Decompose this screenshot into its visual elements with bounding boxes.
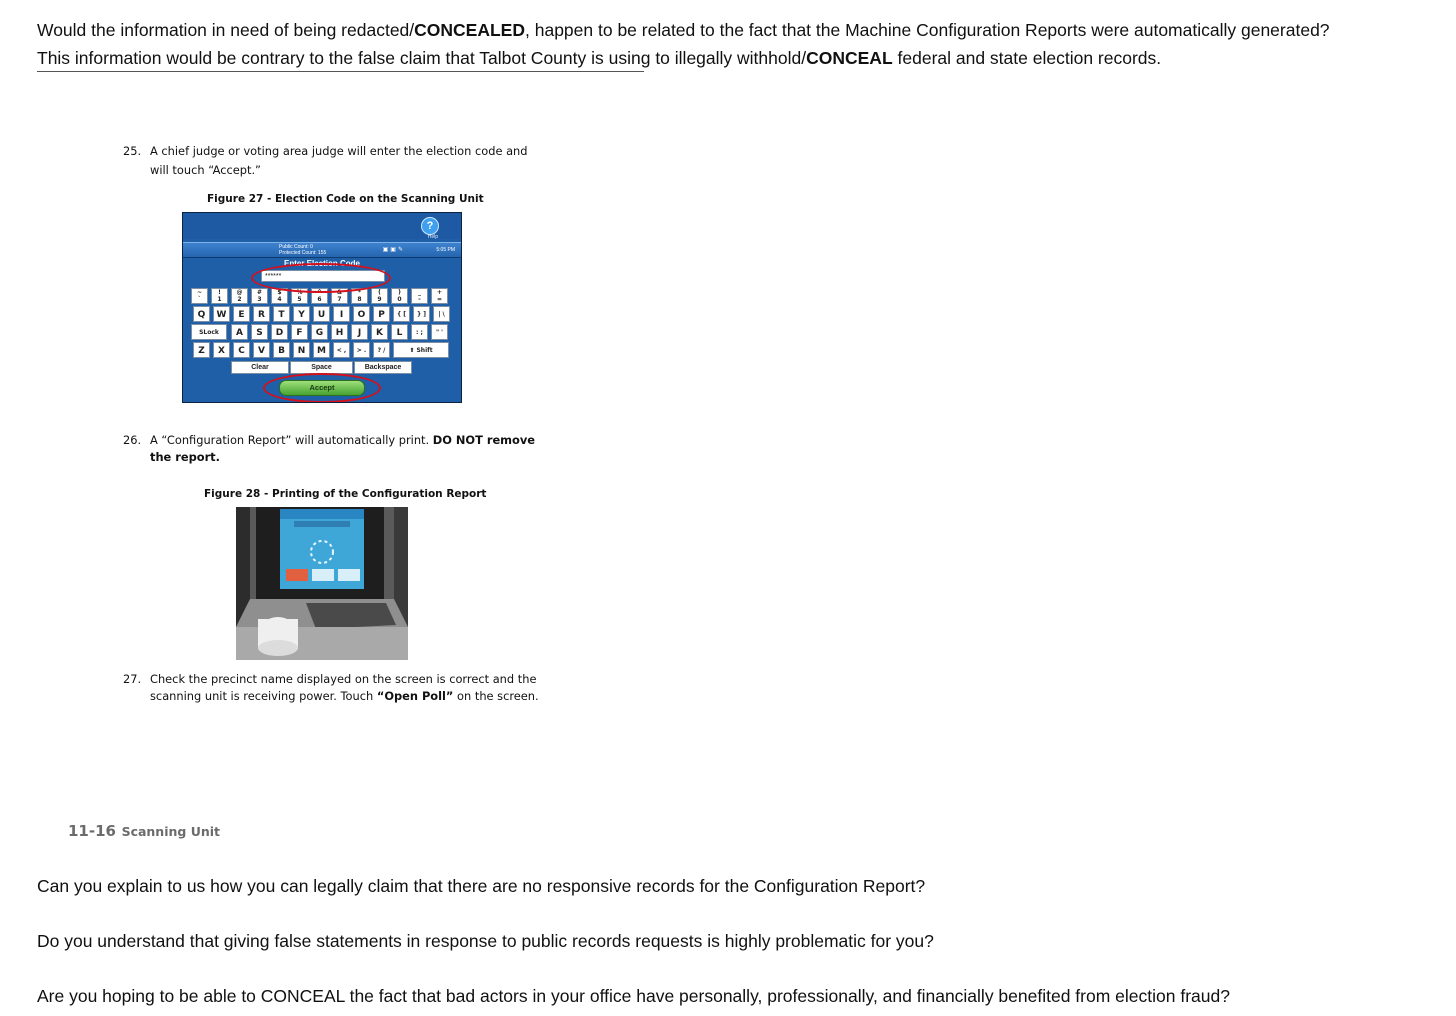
- key: " ': [431, 324, 448, 340]
- key: F: [291, 324, 308, 340]
- concealed-bold: CONCEALED: [414, 20, 525, 40]
- count-readout: Public Count: 0 Protected Count: 155: [279, 244, 327, 256]
- slock-key: SLock: [191, 324, 227, 340]
- key: I: [333, 306, 350, 322]
- enter-code-title: Enter Election Code: [283, 259, 360, 268]
- key: < ,: [333, 342, 350, 358]
- configuration-report-photo: [236, 507, 408, 660]
- key: | \: [433, 306, 450, 322]
- section-name: Scanning Unit: [121, 824, 220, 839]
- key: Y: [293, 306, 310, 322]
- key: R: [253, 306, 270, 322]
- key: * 8: [351, 288, 368, 304]
- question-2: Do you understand that giving false statements in response to public records requests is highly problematic for you?: [37, 931, 934, 951]
- intro-line-1: Would the information in need of being redacted/CONCEALED, happen to be related to the fact that the Machine Configuration Reports were automatically generated?: [37, 20, 1330, 40]
- key: ~ `: [191, 288, 208, 304]
- key: N: [293, 342, 310, 358]
- key: L: [391, 324, 408, 340]
- intro-paragraph: [37, 16, 1330, 72]
- key: Z: [193, 342, 210, 358]
- key: } ]: [413, 306, 430, 322]
- key: J: [351, 324, 368, 340]
- election-code-field: ******: [261, 270, 385, 282]
- figure-28-caption: Figure 28 - Printing of the Configuration Report: [204, 488, 487, 500]
- key: B: [273, 342, 290, 358]
- key: K: [371, 324, 388, 340]
- question-3: Are you hoping to be able to CONCEAL the fact that bad actors in your office have personally, professionally, and financially benefited from election fraud?: [37, 986, 1230, 1006]
- space-key: Space: [290, 361, 353, 374]
- code-field-highlight-ring: [251, 263, 391, 293]
- intro-line-2: This information would be contrary to the false claim that Talbot County is using to illegally withhold/CONCEAL federal and state election records.: [37, 48, 1162, 68]
- key: H: [331, 324, 348, 340]
- key: Q: [193, 306, 210, 322]
- question-1: Can you explain to us how you can legally claim that there are no responsive records for the Configuration Report?: [37, 876, 926, 896]
- figure-27-caption: Figure 27 - Election Code on the Scanning Unit: [207, 193, 484, 205]
- shift-arrow-icon: ⬆: [409, 347, 417, 354]
- help-icon: ?: [421, 217, 439, 235]
- key: & 7: [331, 288, 348, 304]
- key: P: [373, 306, 390, 322]
- key: C: [233, 342, 250, 358]
- key: ! 1: [211, 288, 228, 304]
- key: ) 0: [391, 288, 408, 304]
- key: # 3: [251, 288, 268, 304]
- key: A: [231, 324, 248, 340]
- key: $ 4: [271, 288, 288, 304]
- key: G: [311, 324, 328, 340]
- backspace-key: Backspace: [354, 361, 412, 374]
- key: > .: [353, 342, 370, 358]
- key: U: [313, 306, 330, 322]
- key: V: [253, 342, 270, 358]
- scanner-printing-illustration: [236, 507, 408, 660]
- shift-key: ⬆ Shift: [393, 342, 449, 358]
- step-number: 26.: [123, 433, 142, 447]
- key: D: [271, 324, 288, 340]
- key: + =: [431, 288, 448, 304]
- election-code-screen: [182, 212, 462, 403]
- status-icons: ▣▣✎: [382, 247, 405, 253]
- key: % 5: [291, 288, 308, 304]
- key: ( 9: [371, 288, 388, 304]
- accept-highlight-ring: [263, 373, 381, 403]
- step-number: 27.: [123, 672, 142, 686]
- key: M: [313, 342, 330, 358]
- clock-readout: 5:05 PM: [436, 247, 455, 253]
- key: W: [213, 306, 230, 322]
- key: O: [353, 306, 370, 322]
- accept-button: Accept: [279, 380, 365, 396]
- key: _ -: [411, 288, 428, 304]
- key: S: [251, 324, 268, 340]
- key: X: [213, 342, 230, 358]
- key: @ 2: [231, 288, 248, 304]
- key: E: [233, 306, 250, 322]
- key: { [: [393, 306, 410, 322]
- key: ^ 6: [311, 288, 328, 304]
- key: : ;: [411, 324, 428, 340]
- step-number: 25.: [123, 144, 142, 158]
- page-footer: [68, 821, 220, 840]
- key: T: [273, 306, 290, 322]
- page-number: 11-16: [68, 822, 116, 840]
- conceal-bold: CONCEAL: [806, 48, 893, 68]
- intro-underline: [37, 71, 644, 72]
- key: ? /: [373, 342, 390, 358]
- clear-key: Clear: [231, 361, 289, 374]
- help-label: Help: [427, 234, 438, 240]
